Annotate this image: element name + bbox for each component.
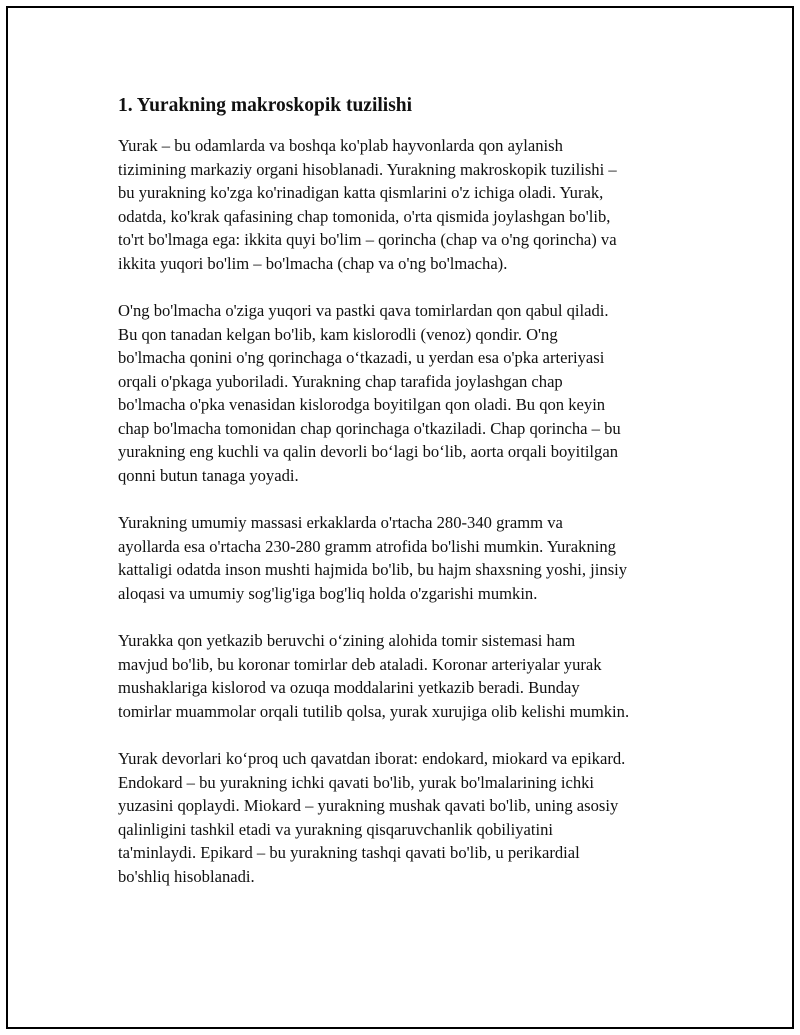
text-line: tizimining markaziy organi hisoblanadi. Yurakning makroskopik tuzilishi – — [118, 159, 617, 179]
text-line: odatda, ko'krak qafasining chap tomonida, o'rta qismida joylashgan bo'lib, — [118, 206, 611, 226]
text-line: aloqasi va umumiy sog'lig'iga bog'liq holda o'zgarishi mumkin. — [118, 583, 538, 603]
text-line: kattaligi odatda inson mushti hajmida bo'lib, bu hajm shaxsning yoshi, jinsiy — [118, 560, 628, 579]
text-line: tomirlar muammolar orqali tutilib qolsa, yurak xurujiga olib kelishi mumkin. — [118, 701, 630, 721]
text-line: Yurak devorlari ko‘proq uch qavatdan iborat: endokard, miokard va epikard. — [118, 749, 626, 768]
text-line: ayollarda esa o'rtacha 230-280 gramm atrofida bo'lishi mumkin. Yurakning — [118, 536, 616, 556]
text-line: chap bo'lmacha tomonidan chap qorinchaga o'tkaziladi. Chap qorincha – bu — [118, 418, 621, 438]
paragraph-heart-walls — [118, 747, 698, 888]
paragraph-blood-flow — [118, 299, 698, 487]
text-line: qalinligini tashkil etadi va yurakning qisqaruvchanlik qobiliyatini — [118, 819, 554, 839]
paragraph-heart-overview — [118, 134, 698, 275]
text-line: bo'shliq hisoblanadi. — [118, 866, 255, 886]
text-line: yurakning eng kuchli va qalin devorli bo‘lagi bo‘lib, aorta orqali boyitilgan — [118, 442, 618, 461]
text-line: qonni butun tanaga yoyadi. — [118, 465, 299, 485]
text-line: Yurakning umumiy massasi erkaklarda o'rtacha 280-340 gramm va — [118, 513, 563, 532]
text-line: mushaklariga kislorod va ozuqa moddalarini yetkazib beradi. Bunday — [118, 678, 580, 697]
text-line: to'rt bo'lmaga ega: ikkita quyi bo'lim – qorincha (chap va o'ng qorincha) va — [118, 230, 617, 249]
paragraph-coronary-vessels — [118, 629, 698, 723]
paragraph-heart-mass — [118, 511, 698, 605]
document-body — [118, 92, 698, 912]
text-line: yuzasini qoplaydi. Miokard – yurakning mushak qavati bo'lib, uning asosiy — [118, 796, 619, 815]
text-line: bo'lmacha qonini o'ng qorinchaga o‘tkazadi, u yerdan esa o'pka arteriyasi — [118, 348, 605, 367]
text-line: orqali o'pkaga yuboriladi. Yurakning chap tarafida joylashgan chap — [118, 371, 563, 391]
text-line: Yurakka qon yetkazib beruvchi o‘zining alohida tomir sistemasi ham — [118, 631, 576, 650]
text-line: Bu qon tanadan kelgan bo'lib, kam kislorodli (venoz) qondir. O'ng — [118, 324, 558, 344]
text-line: O'ng bo'lmacha o'ziga yuqori va pastki qava tomirlardan qon qabul qiladi. — [118, 301, 609, 320]
text-line: ta'minlaydi. Epikard – bu yurakning tashqi qavati bo'lib, u perikardial — [118, 843, 580, 862]
page-title: 1. Yurakning makroskopik tuzilishi — [118, 95, 413, 116]
text-line: mavjud bo'lib, bu koronar tomirlar deb ataladi. Koronar arteriyalar yurak — [118, 654, 602, 674]
text-line: bu yurakning ko'zga ko'rinadigan katta qismlarini o'z ichiga oladi. Yurak, — [118, 183, 604, 202]
text-line: Yurak – bu odamlarda va boshqa ko'plab hayvonlarda qon aylanish — [118, 136, 563, 155]
text-line: Endokard – bu yurakning ichki qavati bo'lib, yurak bo'lmalarining ichki — [118, 772, 595, 792]
text-line: ikkita yuqori bo'lim – bo'lmacha (chap va o'ng bo'lmacha). — [118, 253, 508, 273]
text-line: bo'lmacha o'pka venasidan kislorodga boyitilgan qon oladi. Bu qon keyin — [118, 395, 606, 414]
